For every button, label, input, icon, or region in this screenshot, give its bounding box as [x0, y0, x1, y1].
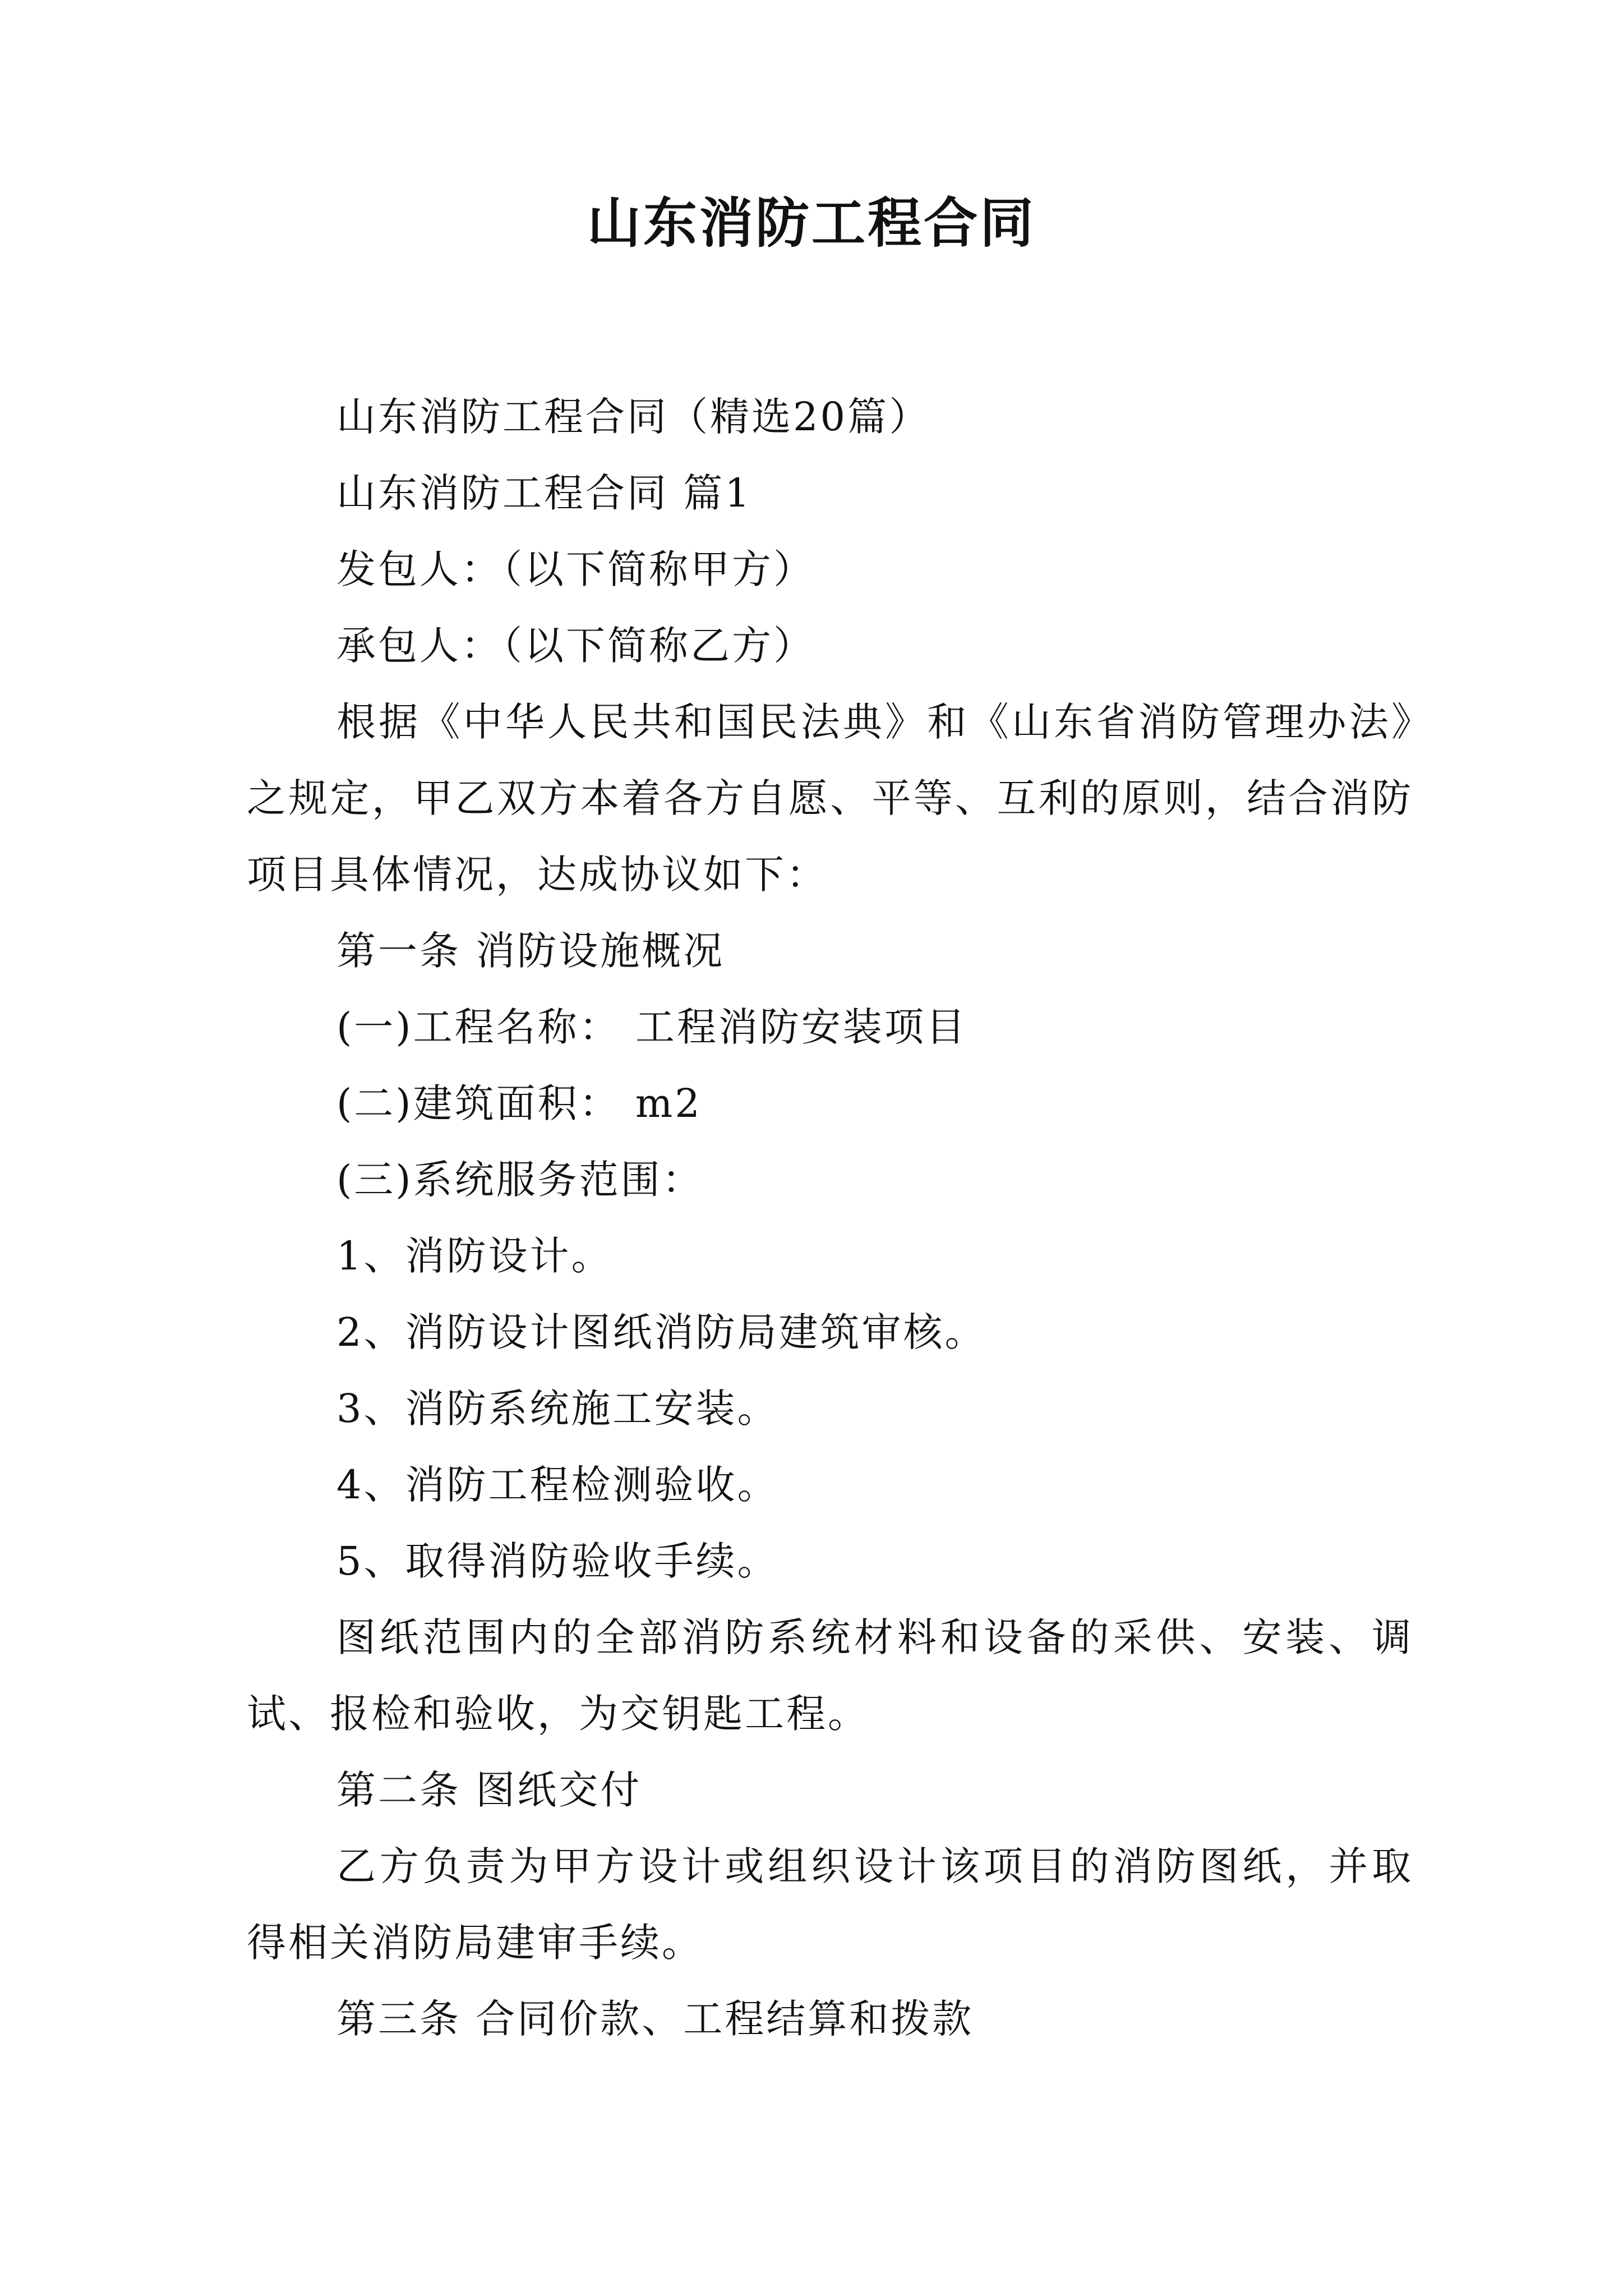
paragraph: 4、消防工程检测验收。 [336, 1462, 779, 1508]
paragraph: 第三条 合同价款、工程结算和拨款 [336, 1996, 974, 2042]
paragraph: 3、消防系统施工安装。 [336, 1386, 779, 1432]
paragraph: 第一条 消防设施概况 [336, 928, 725, 974]
paragraph: 乙方负责为甲方设计或组织设计该项目的消防图纸，并取得相关消防局建审手续。 [247, 1843, 1413, 1966]
paragraph: 2、消防设计图纸消防局建筑审核。 [336, 1309, 986, 1355]
paragraph: 根据《中华人民共和国民法典》和《山东省消防管理办法》之规定，甲乙双方本着各方自愿、平等、互利的原则，结合消防项目具体情况，达成协议如下： [247, 699, 1413, 898]
document-title: 山东消防工程合同 [587, 191, 1036, 255]
paragraph: (二)建筑面积： m2 [336, 1080, 702, 1126]
paragraph: 山东消防工程合同（精选20篇） [336, 394, 931, 440]
paragraph: 5、取得消防验收手续。 [336, 1538, 779, 1584]
paragraph: (一)工程名称： 工程消防安装项目 [336, 1004, 967, 1050]
paragraph: 第二条 图纸交付 [336, 1767, 642, 1813]
paragraph: 山东消防工程合同 篇1 [336, 470, 752, 516]
document-body [247, 379, 1413, 2057]
paragraph: (三)系统服务范围： [336, 1157, 704, 1203]
paragraph: 1、消防设计。 [336, 1233, 613, 1279]
paragraph: 图纸范围内的全部消防系统材料和设备的采供、安装、调试、报检和验收，为交钥匙工程。 [247, 1614, 1413, 1737]
paragraph: 承包人：（以下简称乙方） [336, 623, 815, 669]
paragraph: 发包人：（以下简称甲方） [336, 546, 815, 592]
